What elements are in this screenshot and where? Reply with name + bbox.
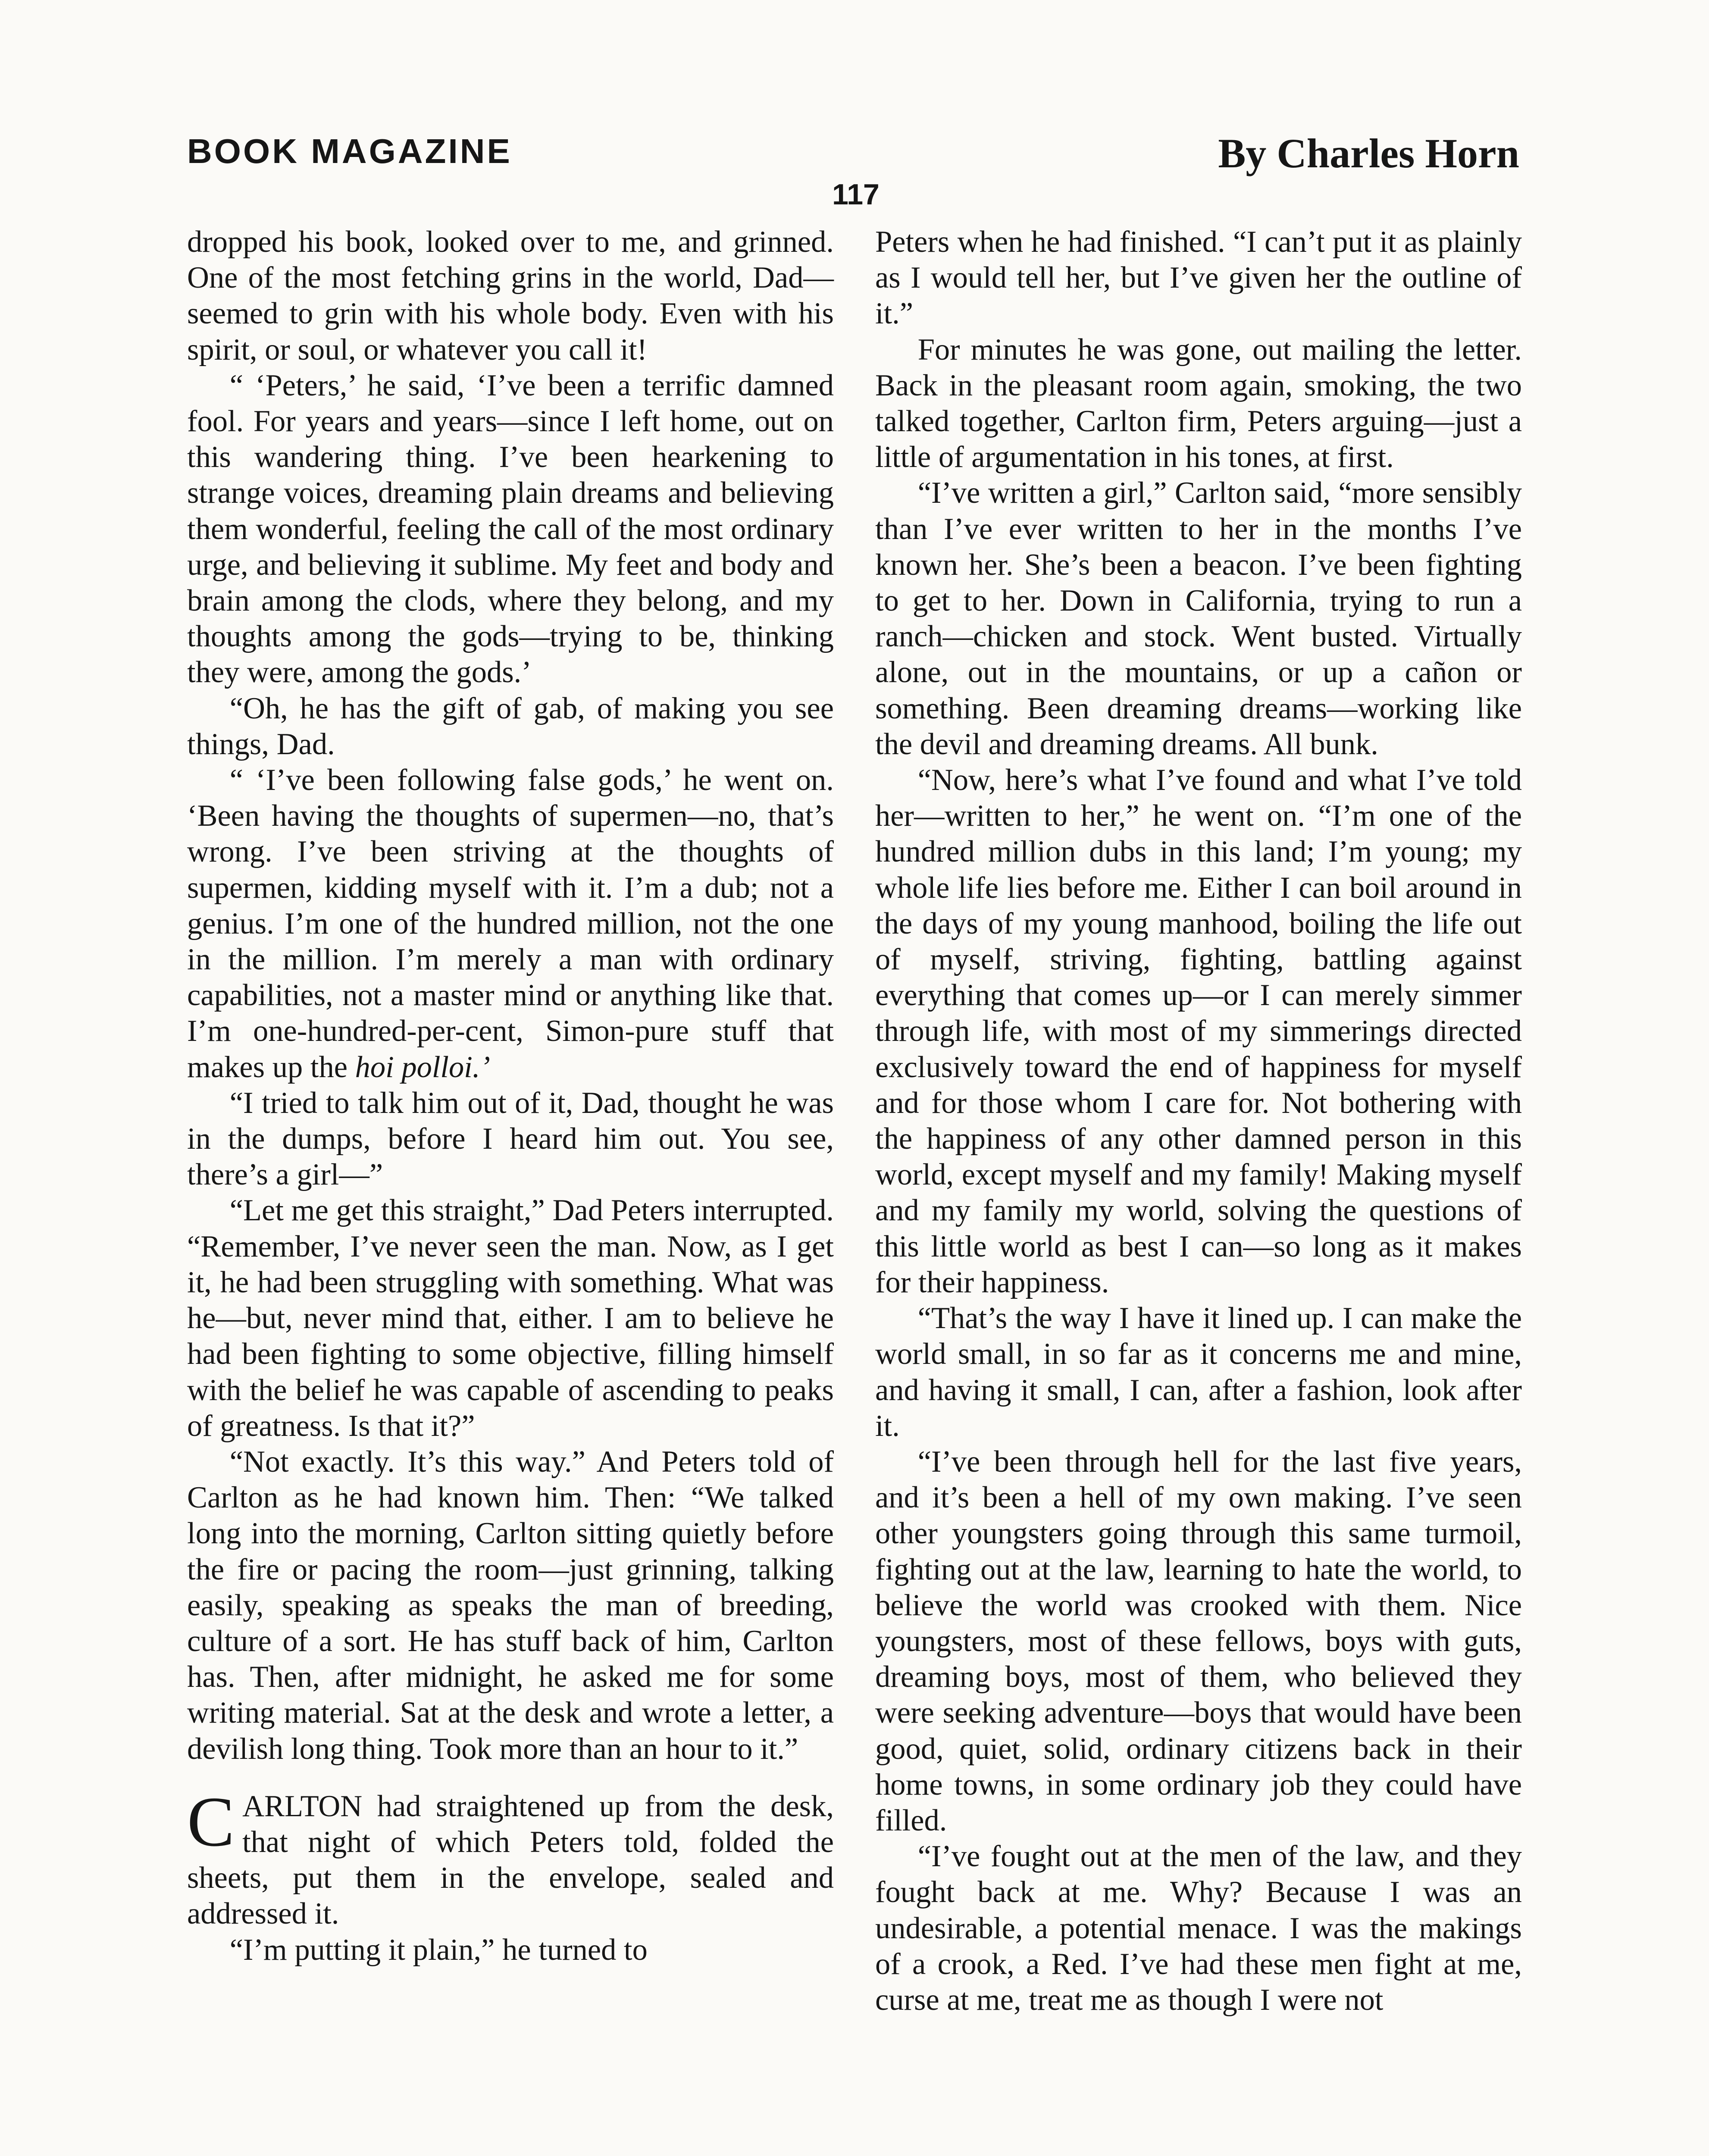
paragraph: “Now, here’s what I’ve found and what I’ve told her—written to her,” he went on. “I’m one of the hundred million dubs in this land; I’m young; my whole life lies before me. Either I can boil around in the days of my young manhood, boiling the life out of myself, striving, fighting, battling against everything that comes up—or I can merely simmer through life, with most of my simmerings directed exclusively toward the end of happiness for myself and for those whom I care for. Not bothering with the happiness of any other damned person in this world, except myself and my family! Making myself and my family my world, solving the questions of this little world as best I can—so long as it makes for their happiness. [875,763,1522,1299]
paragraph: “I tried to talk him out of it, Dad, thought he was in the dumps, before I heard him out. You see, there’s a girl—” [187,1086,834,1192]
paragraph: “I’ve fought out at the men of the law, and they fought back at me. Why? Because I was an undesirable, a potential menace. I was the makings of a crook, a Red. I’ve had these men fight at me, curse at me, treat me as though I were not [875,1839,1522,2017]
right-column [875,224,1522,2018]
paragraph-text: ARLTON had straightened up from the desk, that night of which Peters told, folded the sheets, put them in the envelope, sealed and addressed it. [187,1789,834,1931]
paragraph: Peters when he had finished. “I can’t put it as plainly as I would tell her, but I’ve given her the outline of it.” [875,225,1522,331]
paragraph: “I’ve been through hell for the last five years, and it’s been a hell of my own making. I’ve seen other youngsters going through this same turmoil, fighting out at the law, learning to hate the world, to believe the world was crooked with them. Nice youngsters, most of these fellows, boys with guts, dreaming boys, most of them, who believed they were seeking adventure—boys that would have been good, quiet, solid, ordinary citizens back in their home towns, in some ordinary job they could have filled. [875,1445,1522,1837]
author-byline: By Charles Horn [1218,130,1519,176]
section-opening-paragraph [187,1782,834,1932]
paragraph: “That’s the way I have it lined up. I can make the world small, in so far as it concerns me and mine, and having it small, I can, after a fashion, look after it. [875,1301,1522,1443]
publication-title: BOOK MAGAZINE [187,132,512,170]
italic-phrase: hoi polloi.’ [355,1050,490,1084]
page-number: 117 [832,178,880,211]
paragraph-text: “ ‘I’ve been following false gods,’ he went on. ‘Been having the thoughts of supermen—no, that’s wrong. I’ve been striving at the thoughts of supermen, kidding myself with it. I’m a dub; not a genius. I’m one of the hundred million, not the one in the million. I’m merely a man with ordinary capabilities, not a master mind or anything like that. I’m one-hundred-per-cent, Simon-pure stuff that makes up the [187,763,834,1084]
paragraph: “I’m putting it plain,” he turned to [229,1933,648,1967]
paragraph: dropped his book, looked over to me, and grinned. One of the most fetching grins in the world, Dad—seemed to grin with his whole body. Even with his spirit, or soul, or whatever you call it! [187,225,834,367]
paragraph: “Let me get this straight,” Dad Peters interrupted. “Remember, I’ve never seen the man. Now, as I get it, he had been struggling with something. What was he—but, never mind that, either. I am to believe he had been fighting to some objective, filling himself with the belief he was capable of ascending to peaks of greatness. Is that it?” [187,1194,834,1443]
paragraph: “Not exactly. It’s this way.” And Peters told of Carlton as he had known him. Then: “We talked long into the morning, Carlton sitting quietly before the fire or pacing the room—just grinning, talking easily, speaking as speaks the man of breeding, culture of a sort. He has stuff back of him, Carlton has. Then, after midnight, he asked me for some writing material. Sat at the desk and wrote a letter, a devilish long thing. Took more than an hour to it.” [187,1445,834,1766]
left-column [187,224,834,1968]
paragraph: For minutes he was gone, out mailing the letter. Back in the pleasant room again, smoking, the two talked together, Carlton firm, Peters arguing—just a little of argumentation in his tones, at first. [875,332,1522,474]
paragraph: “I’ve written a girl,” Carlton said, “more sensibly than I’ve ever written to her in the months I’ve known her. She’s been a beacon. I’ve been fighting to get to her. Down in California, trying to run a ranch—chicken and stock. Went busted. Virtually alone, out in the mountains, or up a cañon or something. Been dreaming dreams—working like the devil and dreaming dreams. All bunk. [875,476,1522,761]
paragraph [187,762,834,1085]
paragraph: “ ‘Peters,’ he said, ‘I’ve been a terrific damned fool. For years and years—since I left home, out on this wandering thing. I’ve been hearkening to strange voices, dreaming plain dreams and believing them wonderful, feeling the call of the most ordinary urge, and believing it sublime. My feet and body and brain among the clods, where they belong, and my thoughts among the gods—trying to be, thinking they were, among the gods.’ [187,368,834,689]
paragraph: “Oh, he has the gift of gab, of making you see things, Dad. [187,691,834,761]
drop-cap: C [187,1782,235,1861]
